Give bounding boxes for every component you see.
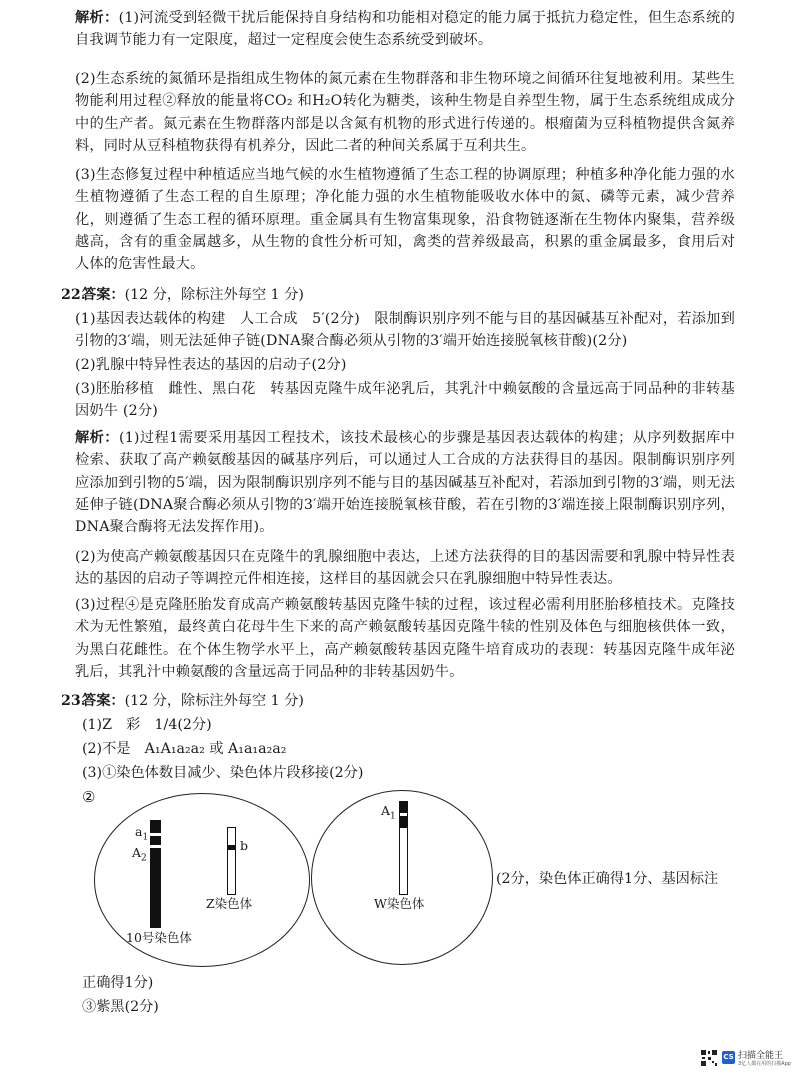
qr-code-icon	[700, 1049, 718, 1067]
q23-answer-2: (2)不是 A₁A₁a₂a₂ 或 A₁a₁a₂a₂	[82, 741, 287, 757]
analysis-label: 解析：	[75, 430, 119, 446]
q23-answer-3: (3)①染色体数目减少、染色体片段移接(2分)	[82, 765, 364, 781]
q22-answer-2: (2)乳腺中特异性表达的基因的启动子(2分)	[75, 357, 347, 373]
q23-number: 23.	[61, 693, 86, 709]
camscanner-badge-icon: CS	[722, 1051, 735, 1064]
gene-band-a1	[150, 833, 161, 836]
z-chromosome-label: Z染色体	[206, 896, 253, 911]
logo-text: 扫描全能王	[738, 1051, 784, 1061]
q22-analysis-3: (3)过程④是克隆胚胎发育成高产赖氨酸转基因克隆牛犊的过程，该过程必需利用胚胎移植技术。克隆技术为无性繁殖，最终黄白花母牛生下来的高产赖氨酸转基因克隆牛犊的性别及体色与细胞核供体一致，为黑白花雌性。在个体生物学水平上，高产赖氨酸转基因克隆牛培育成功的表现：转基因克隆牛成年泌乳后，其乳汁中赖氨酸的含量远高于同品种的非转基因奶牛。	[75, 597, 735, 680]
w-chromosome-label: W染色体	[374, 896, 425, 911]
chromosome-10-label: 10号染色体	[126, 930, 192, 945]
camscanner-logo	[700, 1046, 792, 1072]
chromosome-z	[227, 827, 236, 895]
q23-answer-5: ③紫黑(2分)	[82, 999, 159, 1015]
q23-answer-1: (1)Z 彩 1/4(2分)	[82, 717, 212, 733]
q22-analysis-1: 解析：(1)过程1需要采用基因工程技术，该技术最核心的步骤是基因表达载体的构建；从序列数据库中检索、获取了高产赖氨酸基因的碱基序列后，可以通过人工合成的方法获得目的基因。限制酶识别序列应添加到引物的5′端，因为限制酶识别序列不能与目的基因碱基互补配对，若添加到引物的3′端，则无法延伸子链(DNA聚合酶必须从引物的3′端开始连接脱氧核苷酸，若在引物的3′端连接上限制酶识别序列，DNA聚合酶将无法发挥作用)。	[75, 430, 735, 536]
gene-band-b	[227, 845, 236, 850]
q22-answer-header: 答案：(12 分，除标注外每空 1 分)	[82, 287, 304, 303]
chromosome-10	[150, 820, 161, 928]
scoring-note-2: 正确得1分)	[82, 975, 154, 991]
gene-label-a1: $a_1$	[135, 824, 149, 843]
q23-answer-header: 答案：(12 分，除标注外每空 1 分)	[82, 693, 304, 709]
logo-subtext: 3亿人都在用的扫描App	[738, 1061, 791, 1067]
q23-part-2-mark: ②	[82, 788, 96, 806]
analysis-label: 解析：	[75, 10, 119, 26]
q22-analysis-2: (2)为使高产赖氨酸基因只在克隆牛的乳腺细胞中表达，上述方法获得的目的基因需要和乳腺中特异性表达的基因的启动子等调控元件相连接，这样目的基因就会只在乳腺细胞中特异性表达。	[75, 549, 735, 588]
gene-label-b: b	[240, 838, 249, 853]
q22-answer-1: (1)基因表达载体的构建 人工合成 5′(2分) 限制酶识别序列不能与目的基因碱基互补配对，若添加到引物的3′端，则无法延伸子链(DNA聚合酶必须从引物的3′端开始连接脱氧核苷酸)(2分)	[75, 311, 735, 350]
q21-analysis-p2: (2)生态系统的氮循环是指组成生物体的氮元素在生物群落和非生物环境之间循环往复地被利用。某些生物能利用过程②释放的能量将CO₂ 和H₂O转化为糖类，该种生物是自养型生物，属于生态系统组成成分中的生产者。氮元素在生物群落内部是以含氮有机物的形式进行传递的。根瘤菌为豆科植物提供含氮养料，同时从豆科植物获得有机养分，因此二者的种间关系属于互利共生。	[75, 71, 735, 154]
gene-label-A2: $A_2$	[132, 845, 147, 864]
q21-analysis-p1: 解析：(1)河流受到轻微干扰后能保持自身结构和功能相对稳定的能力属于抵抗力稳定性，但生态系统的自我调节能力有一定限度，超过一定程度会使生态系统受到破坏。	[75, 10, 735, 49]
q21-analysis-p3: (3)生态修复过程中种植适应当地气候的水生植物遵循了生态工程的协调原理；种植多种净化能力强的水生植物遵循了生态工程的自生原理；净化能力强的水生植物能吸收水体中的氮、磷等元素，减少营养化，则遵循了生态工程的循环原理。重金属具有生物富集现象，沿食物链逐渐在生物体内聚集，营养级越高，含有的重金属越多，从生物的食性分析可知，禽类的营养级最高，积累的重金属最多，食用后对人体的危害性最大。	[75, 167, 735, 273]
scoring-note-1: (2分，染色体正确得1分、基因标注	[496, 871, 719, 887]
q22-number: 22.	[61, 287, 86, 303]
gene-band-A1-bottom	[399, 816, 408, 828]
gene-band-A1-top	[399, 801, 408, 813]
gene-label-A1: $A_1$	[381, 803, 396, 822]
q22-answer-3: (3)胚胎移植 雌性、黑白花 转基因克隆牛成年泌乳后，其乳汁中赖氨酸的含量远高于同品种的非转基因奶牛 (2分)	[75, 381, 735, 420]
gene-band-A2	[150, 845, 161, 848]
